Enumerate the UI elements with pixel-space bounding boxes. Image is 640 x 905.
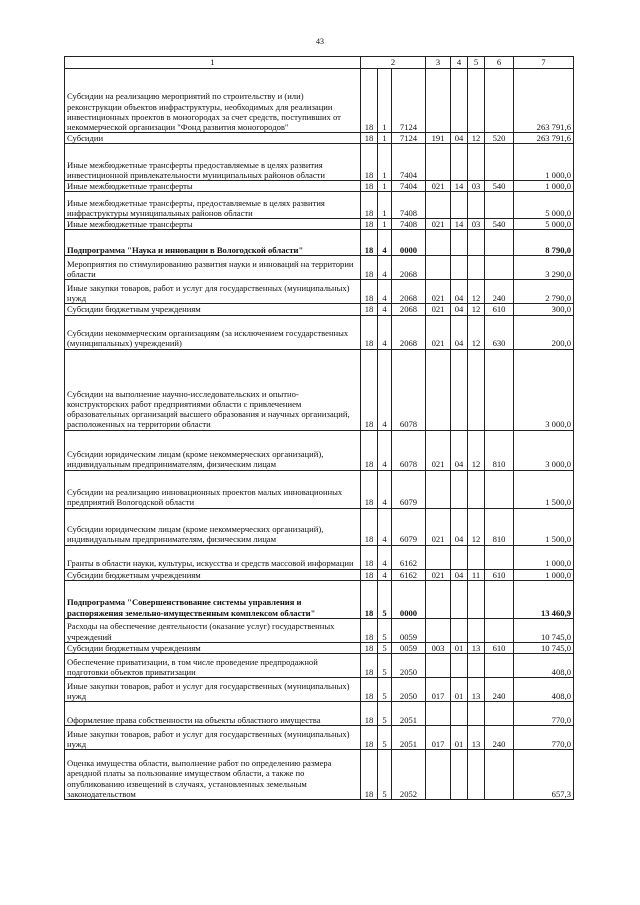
- table-row: [65, 315, 574, 349]
- header-row: [65, 57, 574, 69]
- row-code-a: 18: [361, 256, 378, 280]
- row-section: [451, 192, 468, 219]
- row-description: Расходы на обеспечение деятельности (оказание услуг) государственных учреждений: [65, 618, 361, 642]
- row-amount: 1 500,0: [514, 470, 574, 508]
- row-code-b: 4: [378, 349, 392, 430]
- table-row: [65, 256, 574, 280]
- row-subsection: [468, 349, 485, 430]
- row-description: Субсидии на выполнение научно-исследовательских и опытно-конструкторских работ предприятиями области с привлечением образовательных организаций высшего образования и научных организаций, расположенных на территории области: [65, 349, 361, 430]
- row-code-a: 18: [361, 219, 378, 230]
- row-section: [451, 349, 468, 430]
- row-ministry: 021: [426, 280, 451, 304]
- row-subsection: 12: [468, 315, 485, 349]
- row-code-b: 1: [378, 181, 392, 192]
- row-description: Гранты в области науки, культуры, искусства и средств массовой информации: [65, 545, 361, 569]
- row-code-b: 5: [378, 580, 392, 618]
- row-section: 01: [451, 677, 468, 701]
- row-subsection: [468, 653, 485, 677]
- row-section: [451, 470, 468, 508]
- row-amount: 3 000,0: [514, 349, 574, 430]
- table-row: [65, 618, 574, 642]
- row-code-c: 2051: [392, 701, 426, 725]
- row-code-a: 18: [361, 470, 378, 508]
- row-code-a: 18: [361, 280, 378, 304]
- table-row: [65, 569, 574, 580]
- row-description: Иные межбюджетные трансферты, предоставляемые в целях развития инфраструктуры муниципальных районов области: [65, 192, 361, 219]
- row-subsection: 13: [468, 677, 485, 701]
- row-code-c: 0000: [392, 230, 426, 256]
- row-expense-type: 240: [485, 677, 514, 701]
- row-description: Подпрограмма "Наука и инновации в Вологодской области": [65, 230, 361, 256]
- row-section: [451, 618, 468, 642]
- table-row: [65, 508, 574, 545]
- table-row: [65, 701, 574, 725]
- table-row: [65, 430, 574, 470]
- row-ministry: 021: [426, 430, 451, 470]
- row-code-b: 5: [378, 642, 392, 653]
- row-code-b: 1: [378, 192, 392, 219]
- row-ministry: 003: [426, 642, 451, 653]
- row-expense-type: [485, 230, 514, 256]
- row-expense-type: [485, 192, 514, 219]
- row-expense-type: [485, 701, 514, 725]
- row-code-a: 18: [361, 653, 378, 677]
- row-amount: 200,0: [514, 315, 574, 349]
- table-row: [65, 749, 574, 799]
- row-expense-type: [485, 349, 514, 430]
- row-subsection: [468, 618, 485, 642]
- row-ministry: 021: [426, 569, 451, 580]
- row-expense-type: 630: [485, 315, 514, 349]
- row-subsection: [468, 580, 485, 618]
- row-section: 04: [451, 133, 468, 144]
- row-code-c: 6079: [392, 508, 426, 545]
- row-ministry: [426, 69, 451, 133]
- row-description: Мероприятия по стимулированию развития науки и инноваций на территории области: [65, 256, 361, 280]
- row-code-b: 4: [378, 230, 392, 256]
- row-amount: 408,0: [514, 653, 574, 677]
- row-code-c: 2052: [392, 749, 426, 799]
- row-expense-type: [485, 256, 514, 280]
- table-row: [65, 304, 574, 315]
- row-section: 01: [451, 725, 468, 749]
- row-subsection: [468, 701, 485, 725]
- budget-table: [64, 56, 574, 800]
- table-row: [65, 653, 574, 677]
- table-row: [65, 677, 574, 701]
- row-section: 01: [451, 642, 468, 653]
- row-subsection: [468, 230, 485, 256]
- row-expense-type: [485, 144, 514, 181]
- row-subsection: 13: [468, 725, 485, 749]
- row-code-a: 18: [361, 545, 378, 569]
- row-ministry: [426, 144, 451, 181]
- row-ministry: [426, 545, 451, 569]
- row-code-c: 6162: [392, 569, 426, 580]
- header-cell-5: 5: [468, 57, 485, 69]
- row-subsection: 12: [468, 304, 485, 315]
- row-code-a: 18: [361, 569, 378, 580]
- header-cell-7: 7: [514, 57, 574, 69]
- row-section: [451, 749, 468, 799]
- header-cell-2: 2: [361, 57, 426, 69]
- row-code-a: 18: [361, 192, 378, 219]
- row-subsection: [468, 192, 485, 219]
- row-expense-type: [485, 653, 514, 677]
- row-ministry: 021: [426, 304, 451, 315]
- row-code-c: 2068: [392, 280, 426, 304]
- row-amount: 13 460,9: [514, 580, 574, 618]
- row-expense-type: 610: [485, 304, 514, 315]
- row-description: Субсидии некоммерческим организациям (за исключением государственных (муниципальных) учреждений): [65, 315, 361, 349]
- row-section: 04: [451, 430, 468, 470]
- row-subsection: [468, 256, 485, 280]
- row-expense-type: 240: [485, 725, 514, 749]
- row-description: Обеспечение приватизации, в том числе проведение предпродажной подготовки объектов приватизации: [65, 653, 361, 677]
- table-row: [65, 580, 574, 618]
- row-code-a: 18: [361, 725, 378, 749]
- row-amount: 8 790,0: [514, 230, 574, 256]
- row-amount: 2 790,0: [514, 280, 574, 304]
- row-code-a: 18: [361, 230, 378, 256]
- row-code-c: 6078: [392, 349, 426, 430]
- row-code-a: 18: [361, 749, 378, 799]
- row-code-c: 2050: [392, 677, 426, 701]
- row-code-b: 5: [378, 618, 392, 642]
- row-amount: 408,0: [514, 677, 574, 701]
- row-amount: 5 000,0: [514, 192, 574, 219]
- row-code-c: 6162: [392, 545, 426, 569]
- row-expense-type: [485, 69, 514, 133]
- row-section: 04: [451, 280, 468, 304]
- row-amount: 657,3: [514, 749, 574, 799]
- row-section: [451, 545, 468, 569]
- row-subsection: [468, 69, 485, 133]
- table-row: [65, 192, 574, 219]
- row-code-c: 2050: [392, 653, 426, 677]
- row-code-b: 4: [378, 508, 392, 545]
- row-code-a: 18: [361, 315, 378, 349]
- row-section: 14: [451, 219, 468, 230]
- row-amount: 263 791,6: [514, 69, 574, 133]
- row-subsection: 13: [468, 642, 485, 653]
- row-ministry: 021: [426, 219, 451, 230]
- table-row: [65, 230, 574, 256]
- row-section: [451, 69, 468, 133]
- row-expense-type: 810: [485, 508, 514, 545]
- row-subsection: 03: [468, 219, 485, 230]
- row-section: 04: [451, 315, 468, 349]
- row-section: [451, 230, 468, 256]
- row-amount: 10 745,0: [514, 642, 574, 653]
- row-code-b: 5: [378, 725, 392, 749]
- row-expense-type: [485, 580, 514, 618]
- row-expense-type: 610: [485, 642, 514, 653]
- row-expense-type: 610: [485, 569, 514, 580]
- row-ministry: [426, 349, 451, 430]
- table-row: [65, 144, 574, 181]
- row-description: Оценка имущества области, выполнение работ по определению размера арендной платы за пользование имуществом области, а также по опубликованию извещений в случаях, установленных земельным законодательством: [65, 749, 361, 799]
- row-description: Иные закупки товаров, работ и услуг для государственных (муниципальных) нужд: [65, 677, 361, 701]
- table-row: [65, 725, 574, 749]
- row-code-c: 7408: [392, 219, 426, 230]
- row-ministry: 191: [426, 133, 451, 144]
- row-ministry: [426, 192, 451, 219]
- row-description: Иные межбюджетные трансферты: [65, 219, 361, 230]
- table-row: [65, 545, 574, 569]
- row-expense-type: 240: [485, 280, 514, 304]
- row-amount: 3 000,0: [514, 430, 574, 470]
- row-expense-type: 540: [485, 219, 514, 230]
- row-ministry: [426, 653, 451, 677]
- row-description: Субсидии юридическим лицам (кроме некоммерческих организаций), индивидуальным предпринимателям, физическим лицам: [65, 430, 361, 470]
- row-amount: 1 000,0: [514, 144, 574, 181]
- row-code-b: 5: [378, 653, 392, 677]
- row-amount: 770,0: [514, 725, 574, 749]
- row-amount: 1 000,0: [514, 181, 574, 192]
- row-code-c: 7124: [392, 69, 426, 133]
- table-row: [65, 349, 574, 430]
- row-code-b: 1: [378, 144, 392, 181]
- header-cell-1: 1: [65, 57, 361, 69]
- row-code-b: 4: [378, 256, 392, 280]
- row-code-b: 4: [378, 280, 392, 304]
- row-code-c: 7124: [392, 133, 426, 144]
- row-section: [451, 653, 468, 677]
- table-row: [65, 133, 574, 144]
- row-ministry: [426, 701, 451, 725]
- row-description: Иные межбюджетные трансферты предоставляемые в целях развития инвестиционной привлекательности муниципальных районов области: [65, 144, 361, 181]
- row-code-a: 18: [361, 580, 378, 618]
- row-description: Субсидии бюджетным учреждениям: [65, 642, 361, 653]
- row-amount: 770,0: [514, 701, 574, 725]
- page-number: 43: [316, 37, 324, 46]
- row-code-a: 18: [361, 133, 378, 144]
- row-ministry: 021: [426, 181, 451, 192]
- row-subsection: 03: [468, 181, 485, 192]
- row-code-c: 0059: [392, 642, 426, 653]
- row-subsection: 12: [468, 133, 485, 144]
- row-amount: 300,0: [514, 304, 574, 315]
- row-expense-type: [485, 618, 514, 642]
- row-code-c: 7408: [392, 192, 426, 219]
- row-code-b: 1: [378, 69, 392, 133]
- row-code-a: 18: [361, 642, 378, 653]
- table-row: [65, 69, 574, 133]
- row-subsection: 11: [468, 569, 485, 580]
- row-description: Иные межбюджетные трансферты: [65, 181, 361, 192]
- row-amount: 1 000,0: [514, 569, 574, 580]
- row-code-a: 18: [361, 618, 378, 642]
- table-row: [65, 219, 574, 230]
- row-description: Субсидии юридическим лицам (кроме некоммерческих организаций), индивидуальным предпринимателям, физическим лицам: [65, 508, 361, 545]
- row-subsection: 12: [468, 430, 485, 470]
- row-code-a: 18: [361, 144, 378, 181]
- table-row: [65, 280, 574, 304]
- row-amount: 5 000,0: [514, 219, 574, 230]
- row-expense-type: [485, 470, 514, 508]
- row-code-a: 18: [361, 349, 378, 430]
- row-amount: 263 791,6: [514, 133, 574, 144]
- row-ministry: 021: [426, 508, 451, 545]
- row-code-b: 4: [378, 545, 392, 569]
- row-code-c: 7404: [392, 144, 426, 181]
- row-code-b: 4: [378, 315, 392, 349]
- row-code-b: 4: [378, 470, 392, 508]
- row-code-c: 0000: [392, 580, 426, 618]
- row-description: Подпрограмма "Совершенствование системы управления и распоряжения земельно-имущественным комплексом области": [65, 580, 361, 618]
- header-cell-4: 4: [451, 57, 468, 69]
- row-subsection: [468, 545, 485, 569]
- row-section: 04: [451, 569, 468, 580]
- row-description: Субсидии: [65, 133, 361, 144]
- row-code-c: 6078: [392, 430, 426, 470]
- table-body: [65, 57, 574, 800]
- row-section: [451, 580, 468, 618]
- row-description: Субсидии на реализацию инновационных проектов малых инновационных предприятий Вологодской области: [65, 470, 361, 508]
- row-code-a: 18: [361, 181, 378, 192]
- row-code-a: 18: [361, 69, 378, 133]
- row-code-a: 18: [361, 430, 378, 470]
- row-code-c: 7404: [392, 181, 426, 192]
- row-section: [451, 144, 468, 181]
- row-section: [451, 256, 468, 280]
- row-amount: 10 745,0: [514, 618, 574, 642]
- row-code-c: 6079: [392, 470, 426, 508]
- row-code-c: 2068: [392, 315, 426, 349]
- row-section: 04: [451, 304, 468, 315]
- row-code-b: 1: [378, 133, 392, 144]
- row-description: Субсидии бюджетным учреждениям: [65, 569, 361, 580]
- row-amount: 1 000,0: [514, 545, 574, 569]
- row-expense-type: [485, 749, 514, 799]
- row-code-b: 4: [378, 304, 392, 315]
- row-ministry: 021: [426, 315, 451, 349]
- table-row: [65, 470, 574, 508]
- row-description: Оформление права собственности на объекты областного имущества: [65, 701, 361, 725]
- row-code-b: 4: [378, 430, 392, 470]
- row-amount: 3 290,0: [514, 256, 574, 280]
- row-ministry: 017: [426, 725, 451, 749]
- row-code-b: 1: [378, 219, 392, 230]
- row-section: 14: [451, 181, 468, 192]
- row-amount: 1 500,0: [514, 508, 574, 545]
- row-code-a: 18: [361, 508, 378, 545]
- row-expense-type: [485, 545, 514, 569]
- table-row: [65, 642, 574, 653]
- row-ministry: [426, 256, 451, 280]
- row-code-b: 5: [378, 701, 392, 725]
- row-subsection: [468, 470, 485, 508]
- row-section: 04: [451, 508, 468, 545]
- row-code-a: 18: [361, 304, 378, 315]
- row-expense-type: 520: [485, 133, 514, 144]
- row-description: Субсидии бюджетным учреждениям: [65, 304, 361, 315]
- row-ministry: [426, 470, 451, 508]
- table-row: [65, 181, 574, 192]
- row-ministry: [426, 749, 451, 799]
- row-subsection: [468, 144, 485, 181]
- row-description: Иные закупки товаров, работ и услуг для государственных (муниципальных) нужд: [65, 725, 361, 749]
- row-ministry: [426, 618, 451, 642]
- row-ministry: 017: [426, 677, 451, 701]
- row-ministry: [426, 230, 451, 256]
- row-code-b: 5: [378, 749, 392, 799]
- row-ministry: [426, 580, 451, 618]
- row-section: [451, 701, 468, 725]
- row-code-a: 18: [361, 677, 378, 701]
- row-code-c: 0059: [392, 618, 426, 642]
- row-code-a: 18: [361, 701, 378, 725]
- row-code-b: 5: [378, 677, 392, 701]
- row-code-b: 4: [378, 569, 392, 580]
- row-code-c: 2068: [392, 256, 426, 280]
- row-expense-type: 810: [485, 430, 514, 470]
- header-cell-6: 6: [485, 57, 514, 69]
- row-code-c: 2068: [392, 304, 426, 315]
- row-subsection: [468, 749, 485, 799]
- row-code-c: 2051: [392, 725, 426, 749]
- row-expense-type: 540: [485, 181, 514, 192]
- row-subsection: 12: [468, 280, 485, 304]
- header-cell-3: 3: [426, 57, 451, 69]
- row-description: Субсидии на реализацию мероприятий по строительству и (или) реконструкции объектов инфраструктуры, необходимых для реализации инвестиционных проектов в моногородах за счет средств, поступивших от некоммерческой организации "Фонд развития моногородов": [65, 69, 361, 133]
- row-subsection: 12: [468, 508, 485, 545]
- row-description: Иные закупки товаров, работ и услуг для государственных (муниципальных) нужд: [65, 280, 361, 304]
